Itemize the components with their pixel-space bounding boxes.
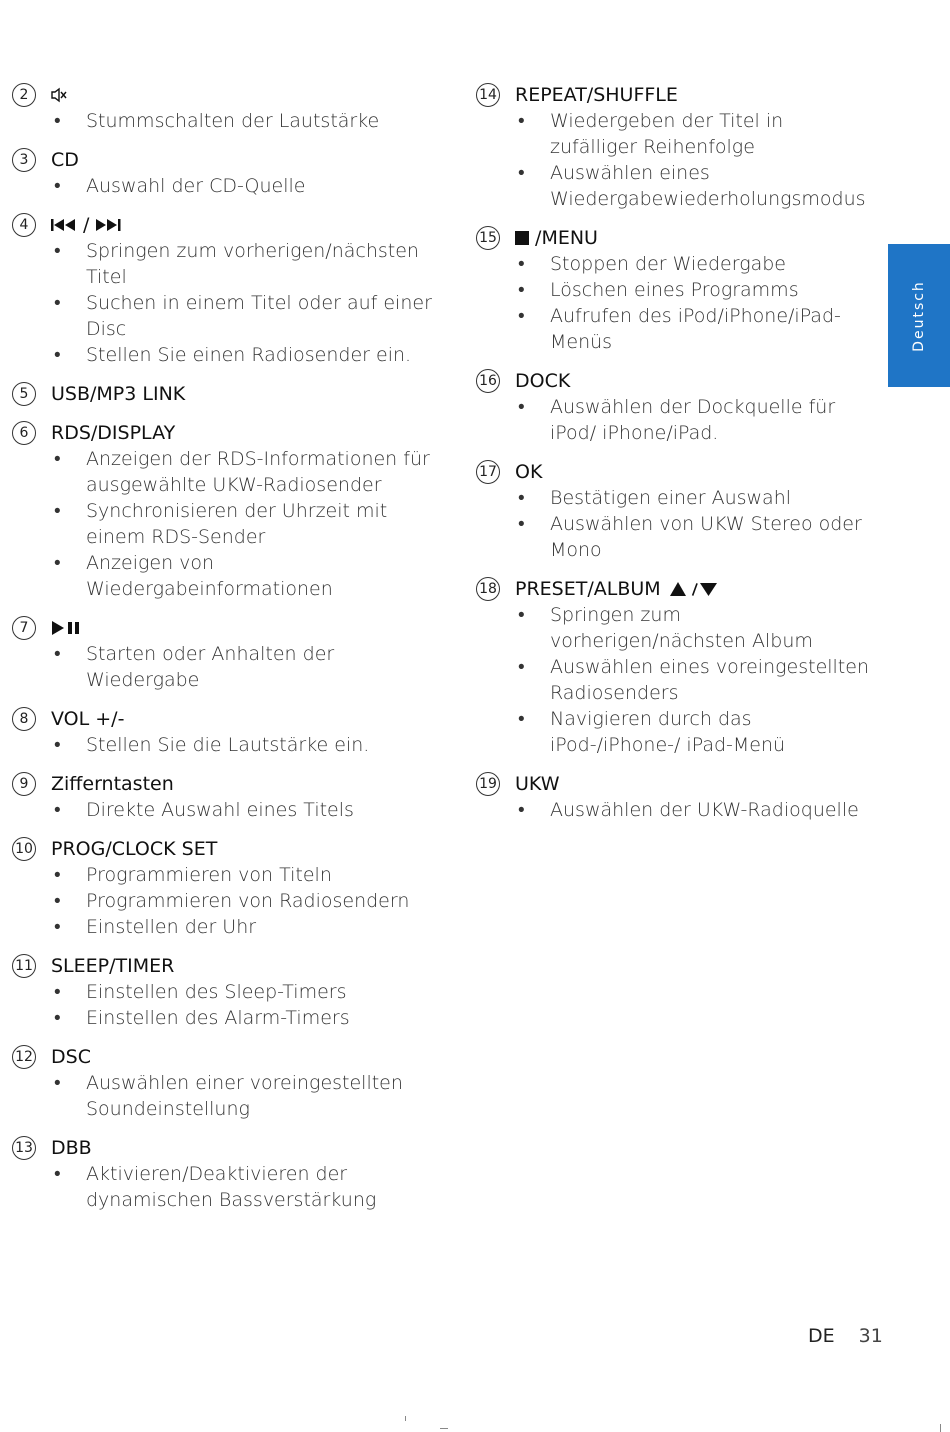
item-title: DSC bbox=[51, 1046, 91, 1068]
bullet-list bbox=[12, 797, 452, 823]
bullet-text: Springen zum vorherigen/nächsten Album bbox=[550, 604, 813, 652]
bullet-item bbox=[476, 108, 876, 160]
item-title: OK bbox=[515, 461, 543, 483]
bullet-item bbox=[12, 1070, 452, 1122]
bullet-dot: • bbox=[54, 448, 61, 470]
item-number-badge: 14 bbox=[476, 83, 500, 107]
item-heading bbox=[476, 368, 876, 394]
item-number-badge: 9 bbox=[12, 772, 36, 796]
footer-language: DE bbox=[808, 1325, 835, 1347]
item-heading bbox=[12, 147, 452, 173]
item-heading bbox=[12, 1135, 452, 1161]
bullet-item bbox=[12, 732, 452, 758]
bullet-item bbox=[476, 511, 876, 563]
bullet-dot: • bbox=[54, 916, 61, 938]
bullet-item bbox=[12, 979, 452, 1005]
item-title: VOL +/- bbox=[51, 708, 125, 730]
item-title: Zifferntasten bbox=[51, 773, 174, 795]
bullet-dot: • bbox=[54, 1163, 61, 1185]
bullet-dot: • bbox=[54, 175, 61, 197]
bullet-item bbox=[476, 303, 876, 355]
item-16 bbox=[476, 368, 876, 446]
item-7 bbox=[12, 615, 452, 693]
item-9 bbox=[12, 771, 452, 823]
bullet-list bbox=[12, 1161, 452, 1213]
item-6 bbox=[12, 420, 452, 602]
item-heading bbox=[12, 771, 452, 797]
bullet-text: Synchronisieren der Uhrzeit mit einem RDS-Sender bbox=[86, 500, 388, 548]
bullet-item bbox=[12, 550, 452, 602]
item-title: SLEEP/TIMER bbox=[51, 955, 175, 977]
item-5 bbox=[12, 381, 452, 407]
bullet-item bbox=[12, 290, 452, 342]
item-number-badge: 19 bbox=[476, 772, 500, 796]
crop-mark bbox=[940, 1424, 941, 1432]
bullet-item bbox=[12, 797, 452, 823]
item-title: UKW bbox=[515, 773, 560, 795]
bullet-text: Auswählen eines voreingestellten Radiosenders bbox=[550, 656, 869, 704]
item-19 bbox=[476, 771, 876, 823]
item-heading bbox=[12, 953, 452, 979]
item-13 bbox=[12, 1135, 452, 1213]
item-number-badge: 13 bbox=[12, 1136, 36, 1160]
stop-icon bbox=[515, 231, 529, 245]
bullet-item bbox=[12, 238, 452, 290]
bullet-dot: • bbox=[54, 500, 61, 522]
item-heading bbox=[12, 836, 452, 862]
bullet-item bbox=[12, 173, 452, 199]
bullet-item bbox=[12, 108, 452, 134]
bullet-item bbox=[476, 602, 876, 654]
bullet-dot: • bbox=[518, 253, 525, 275]
bullet-list bbox=[12, 173, 452, 199]
bullet-text: Auswählen der UKW-Radioquelle bbox=[550, 799, 859, 821]
bullet-item bbox=[12, 862, 452, 888]
bullet-item bbox=[12, 1005, 452, 1031]
bullet-item bbox=[476, 706, 876, 758]
bullet-text: Stummschalten der Lautstärke bbox=[86, 110, 380, 132]
bullet-text: Stoppen der Wiedergabe bbox=[550, 253, 786, 275]
bullet-dot: • bbox=[54, 864, 61, 886]
item-number-badge: 3 bbox=[12, 148, 36, 172]
item-10 bbox=[12, 836, 452, 940]
item-3 bbox=[12, 147, 452, 199]
bullet-dot: • bbox=[518, 513, 525, 535]
bullet-list bbox=[12, 641, 452, 693]
bullet-text: Auswählen von UKW Stereo oder Mono bbox=[550, 513, 862, 561]
bullet-text: Einstellen der Uhr bbox=[86, 916, 257, 938]
bullet-text: Bestätigen einer Auswahl bbox=[550, 487, 792, 509]
bullet-list bbox=[476, 485, 876, 563]
left-column bbox=[12, 82, 452, 1226]
item-11 bbox=[12, 953, 452, 1031]
up-down-arrows-icon bbox=[669, 581, 717, 597]
item-title: CD bbox=[51, 149, 79, 171]
skip-next-icon bbox=[95, 218, 121, 232]
item-title: DOCK bbox=[515, 370, 571, 392]
bullet-item bbox=[12, 888, 452, 914]
item-number-badge: 10 bbox=[12, 837, 36, 861]
item-title: RDS/DISPLAY bbox=[51, 422, 176, 444]
item-number-badge: 5 bbox=[12, 382, 36, 406]
item-title: USB/MP3 LINK bbox=[51, 383, 186, 405]
language-tab-label: Deutsch bbox=[911, 279, 927, 352]
bullet-dot: • bbox=[518, 396, 525, 418]
page-number: 31 bbox=[858, 1325, 883, 1347]
right-column bbox=[476, 82, 876, 836]
bullet-text: Anzeigen der RDS-Informationen für ausgewählte UKW-Radiosender bbox=[86, 448, 430, 496]
item-title bbox=[51, 621, 83, 635]
bullet-text: Navigieren durch das iPod-/iPhone-/ iPad-Menü bbox=[550, 708, 786, 756]
bullet-dot: • bbox=[54, 240, 61, 262]
item-title-text: PRESET/ALBUM bbox=[515, 578, 661, 600]
item-heading bbox=[476, 225, 876, 251]
item-heading bbox=[12, 706, 452, 732]
bullet-item bbox=[12, 498, 452, 550]
bullet-dot: • bbox=[54, 799, 61, 821]
bullet-dot: • bbox=[54, 344, 61, 366]
crop-mark bbox=[440, 1428, 448, 1429]
item-number-badge: 15 bbox=[476, 226, 500, 250]
bullet-text: Einstellen des Sleep-Timers bbox=[86, 981, 347, 1003]
item-heading bbox=[12, 82, 452, 108]
bullet-list bbox=[12, 862, 452, 940]
bullet-list bbox=[476, 797, 876, 823]
item-14 bbox=[476, 82, 876, 212]
bullet-item bbox=[12, 342, 452, 368]
bullet-item bbox=[12, 1161, 452, 1213]
bullet-text: Aktivieren/Deaktivieren der dynamischen Bassverstärkung bbox=[86, 1163, 377, 1211]
bullet-list bbox=[476, 602, 876, 758]
bullet-item bbox=[476, 485, 876, 511]
bullet-text: Wiedergeben der Titel in zufälliger Reihenfolge bbox=[550, 110, 784, 158]
bullet-list bbox=[12, 1070, 452, 1122]
bullet-dot: • bbox=[54, 643, 61, 665]
bullet-text: Programmieren von Titeln bbox=[86, 864, 332, 886]
item-number-badge: 16 bbox=[476, 369, 500, 393]
bullet-dot: • bbox=[54, 981, 61, 1003]
bullet-dot: • bbox=[54, 552, 61, 574]
bullet-text: Aufrufen des iPod/iPhone/iPad-Menüs bbox=[550, 305, 841, 353]
item-18 bbox=[476, 576, 876, 758]
bullet-dot: • bbox=[518, 799, 525, 821]
skip-prev-icon bbox=[51, 218, 77, 232]
item-heading bbox=[476, 576, 876, 602]
bullet-text: Auswählen einer voreingestellten Soundeinstellung bbox=[86, 1072, 403, 1120]
bullet-list bbox=[12, 979, 452, 1031]
item-title: REPEAT/SHUFFLE bbox=[515, 84, 678, 106]
bullet-text: Anzeigen von Wiedergabeinformationen bbox=[86, 552, 333, 600]
item-title bbox=[515, 227, 598, 249]
item-heading bbox=[12, 615, 452, 641]
item-title bbox=[51, 214, 121, 236]
bullet-list bbox=[476, 108, 876, 212]
bullet-dot: • bbox=[54, 890, 61, 912]
item-4 bbox=[12, 212, 452, 368]
language-tab bbox=[888, 244, 950, 387]
bullet-dot: • bbox=[518, 604, 525, 626]
item-heading bbox=[12, 381, 452, 407]
bullet-text: Einstellen des Alarm-Timers bbox=[86, 1007, 350, 1029]
bullet-item bbox=[476, 394, 876, 446]
item-number-badge: 11 bbox=[12, 954, 36, 978]
item-heading bbox=[12, 212, 452, 238]
item-heading bbox=[476, 771, 876, 797]
bullet-dot: • bbox=[54, 734, 61, 756]
bullet-text: Direkte Auswahl eines Titels bbox=[86, 799, 354, 821]
crop-mark bbox=[405, 1416, 406, 1421]
item-number-badge: 8 bbox=[12, 707, 36, 731]
item-title-text: /MENU bbox=[529, 227, 598, 249]
item-8 bbox=[12, 706, 452, 758]
bullet-dot: • bbox=[54, 1007, 61, 1029]
bullet-item bbox=[12, 641, 452, 693]
bullet-text: Auswahl der CD-Quelle bbox=[86, 175, 306, 197]
item-15 bbox=[476, 225, 876, 355]
item-2 bbox=[12, 82, 452, 134]
item-title bbox=[51, 87, 67, 103]
bullet-text: Löschen eines Programms bbox=[550, 279, 799, 301]
bullet-item bbox=[476, 251, 876, 277]
item-number-badge: 6 bbox=[12, 421, 36, 445]
item-heading bbox=[12, 1044, 452, 1070]
bullet-dot: • bbox=[54, 292, 61, 314]
bullet-dot: • bbox=[518, 487, 525, 509]
bullet-list bbox=[12, 446, 452, 602]
bullet-text: Suchen in einem Titel oder auf einer Disc bbox=[86, 292, 432, 340]
item-number-badge: 2 bbox=[12, 83, 36, 107]
bullet-dot: • bbox=[54, 110, 61, 132]
bullet-item bbox=[476, 654, 876, 706]
item-12 bbox=[12, 1044, 452, 1122]
bullet-list bbox=[12, 238, 452, 368]
bullet-item bbox=[12, 446, 452, 498]
item-17 bbox=[476, 459, 876, 563]
bullet-text: Springen zum vorherigen/nächsten Titel bbox=[86, 240, 419, 288]
item-title bbox=[515, 578, 717, 600]
play-pause-icon bbox=[51, 621, 83, 635]
bullet-text: Auswählen eines Wiedergabewiederholungsmodus bbox=[550, 162, 866, 210]
item-title: DBB bbox=[51, 1137, 92, 1159]
bullet-dot: • bbox=[518, 110, 525, 132]
bullet-text: Stellen Sie die Lautstärke ein. bbox=[86, 734, 370, 756]
bullet-text: Stellen Sie einen Radiosender ein. bbox=[86, 344, 412, 366]
bullet-text: Auswählen der Dockquelle für iPod/ iPhone/iPad. bbox=[550, 396, 836, 444]
bullet-item bbox=[476, 797, 876, 823]
bullet-dot: • bbox=[518, 656, 525, 678]
bullet-list bbox=[476, 251, 876, 355]
item-title-text: / bbox=[77, 214, 96, 236]
bullet-text: Starten oder Anhalten der Wiedergabe bbox=[86, 643, 335, 691]
item-heading bbox=[476, 82, 876, 108]
item-number-badge: 12 bbox=[12, 1045, 36, 1069]
bullet-item bbox=[476, 160, 876, 212]
bullet-dot: • bbox=[518, 708, 525, 730]
bullet-dot: • bbox=[54, 1072, 61, 1094]
item-number-badge: 4 bbox=[12, 213, 36, 237]
mute-icon bbox=[51, 87, 67, 103]
bullet-list bbox=[476, 394, 876, 446]
bullet-list bbox=[12, 108, 452, 134]
bullet-dot: • bbox=[518, 279, 525, 301]
bullet-item bbox=[12, 914, 452, 940]
item-title: PROG/CLOCK SET bbox=[51, 838, 218, 860]
item-number-badge: 17 bbox=[476, 460, 500, 484]
page-footer bbox=[808, 1325, 883, 1347]
bullet-list bbox=[12, 732, 452, 758]
bullet-dot: • bbox=[518, 305, 525, 327]
bullet-text: Programmieren von Radiosendern bbox=[86, 890, 410, 912]
item-heading bbox=[476, 459, 876, 485]
item-number-badge: 18 bbox=[476, 577, 500, 601]
bullet-dot: • bbox=[518, 162, 525, 184]
bullet-item bbox=[476, 277, 876, 303]
item-number-badge: 7 bbox=[12, 616, 36, 640]
item-heading bbox=[12, 420, 452, 446]
